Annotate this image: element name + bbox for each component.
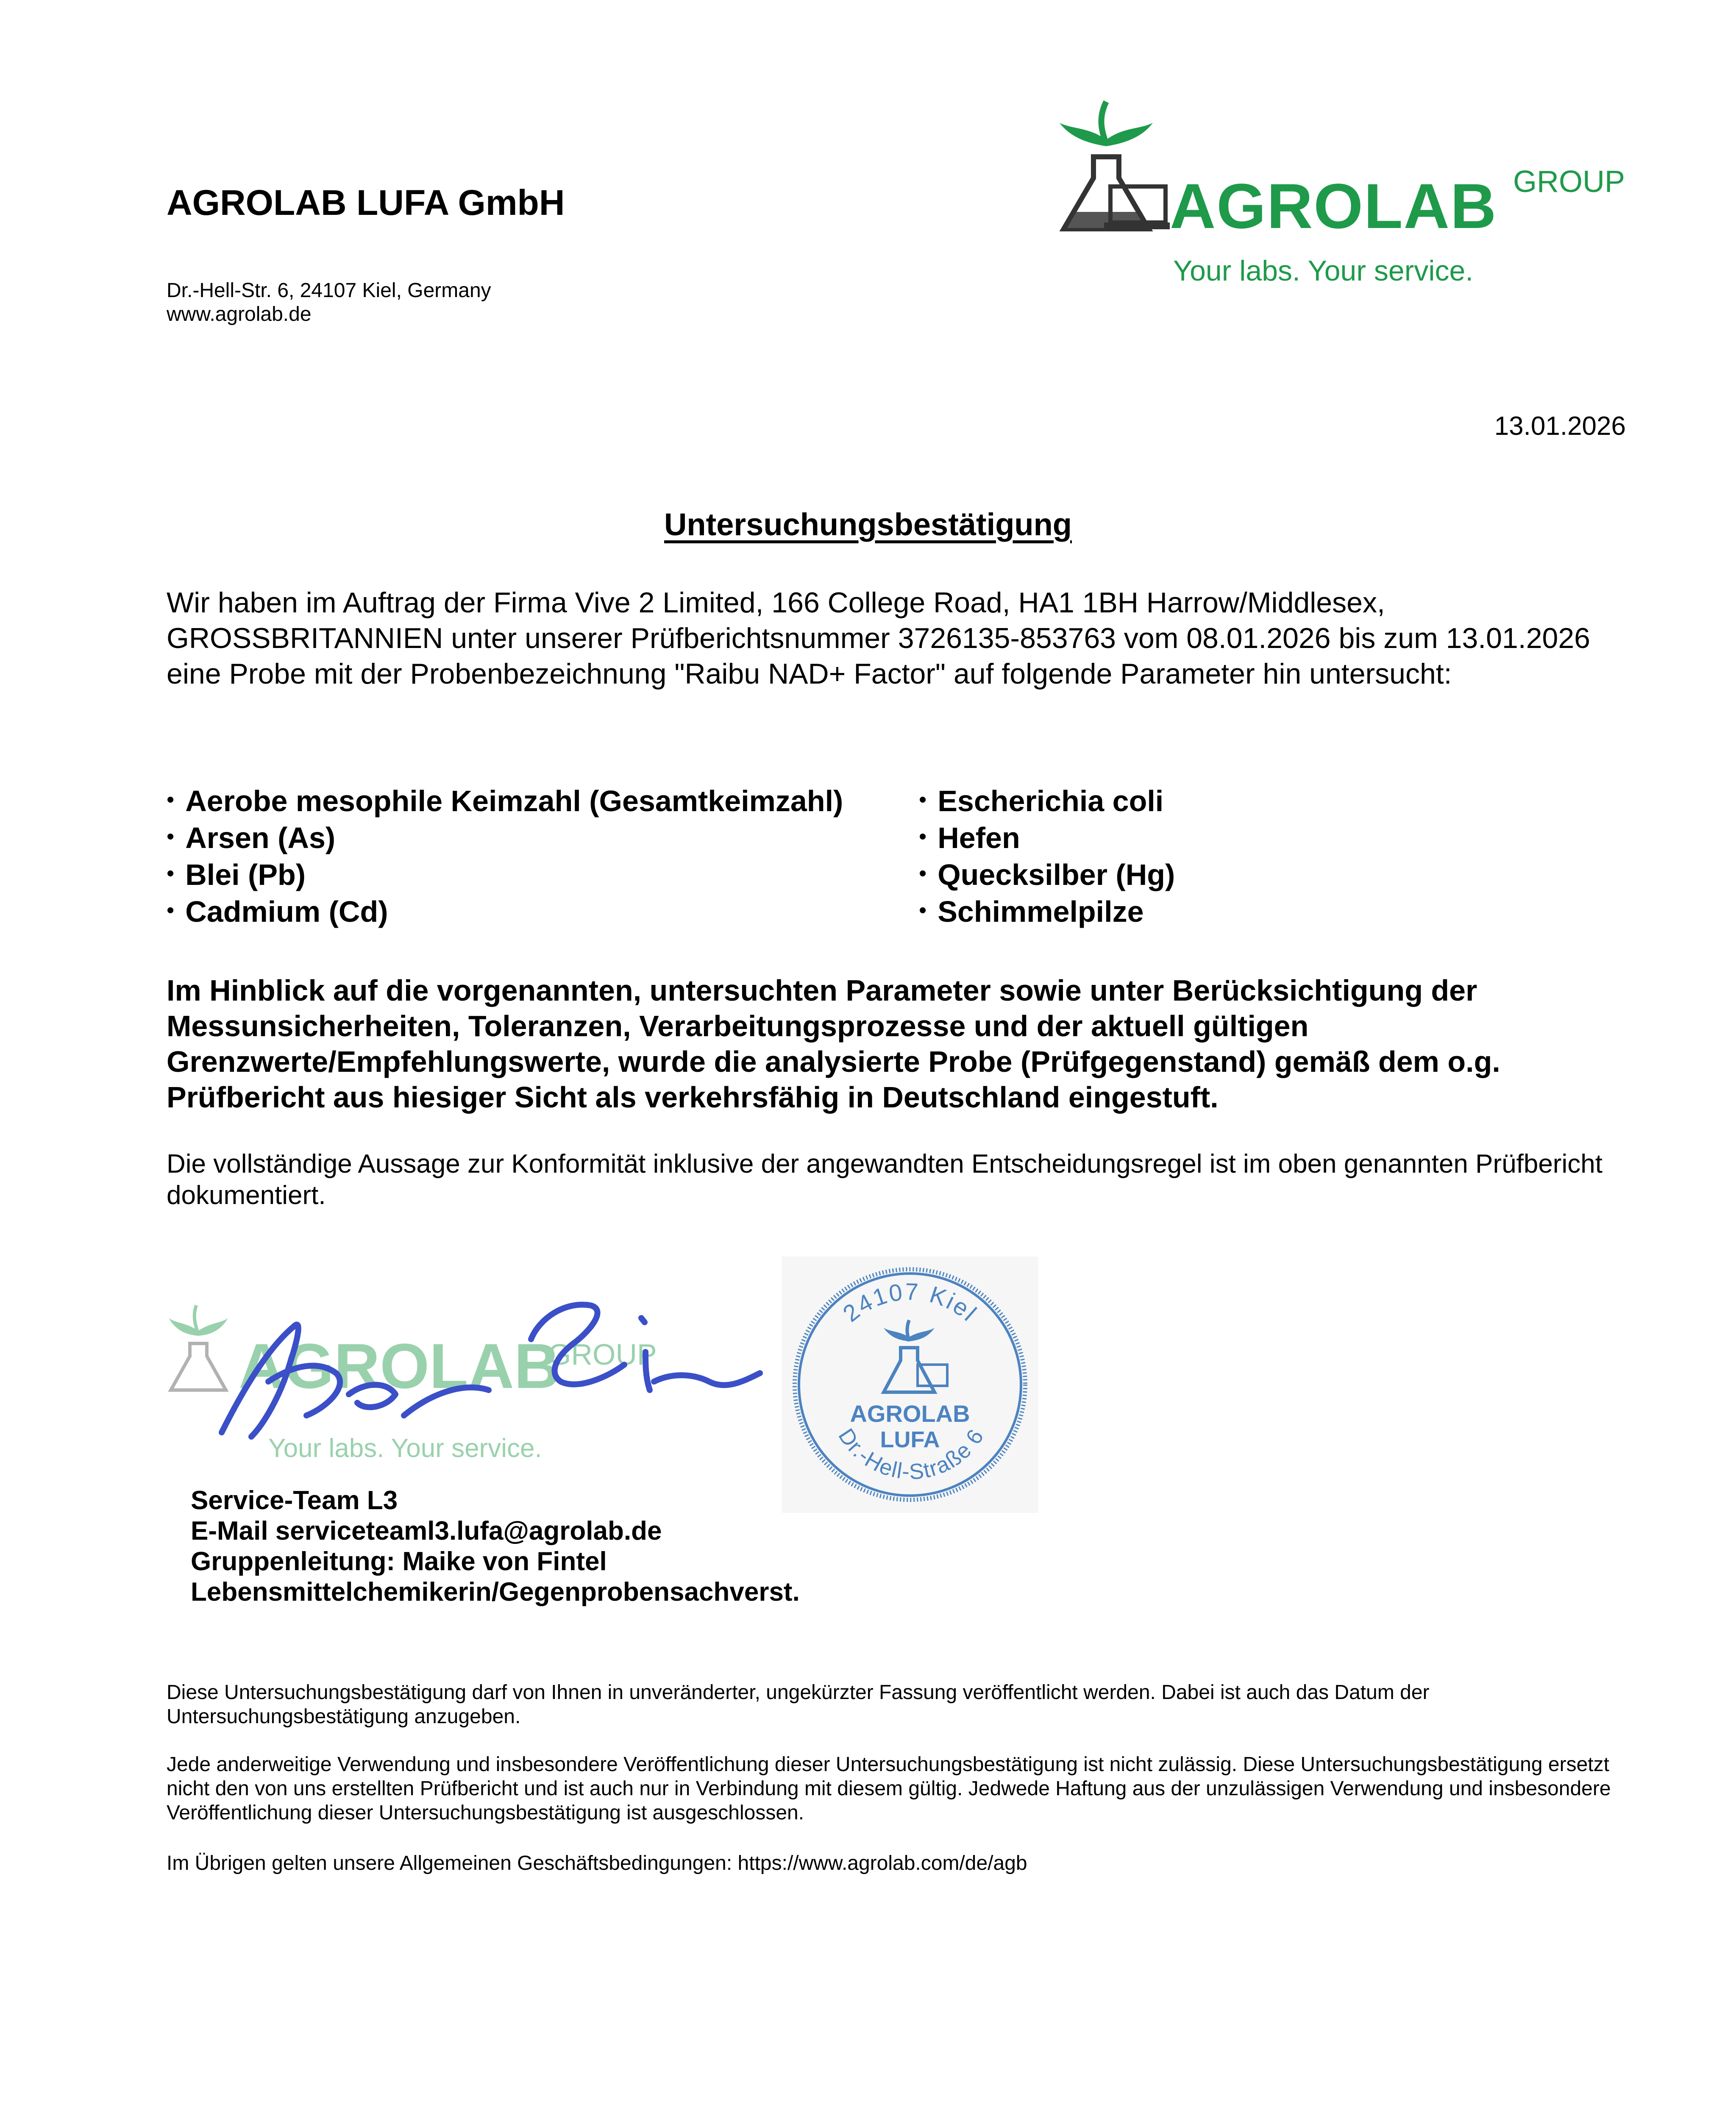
list-item: • Blei (Pb) (167, 858, 306, 891)
stamp-text-agrolab: AGROLAB (850, 1400, 970, 1427)
lab-flask-icon (1047, 93, 1170, 246)
stamp-bottom-text: Dr.-Hell-Straße 6 (833, 1424, 989, 1485)
parameter-column-1 (167, 782, 929, 929)
list-item: • Hefen (919, 821, 1020, 854)
bullet-icon: • (919, 861, 927, 886)
bullet-icon: • (167, 861, 175, 886)
list-item: • Arsen (As) (167, 821, 336, 854)
bullet-icon: • (167, 898, 175, 923)
watermark-wordmark: AGROLAB (239, 1330, 560, 1402)
signature-block (167, 1254, 794, 1475)
disclaimer-usage: Jede anderweitige Verwendung und insbesondere Veröffentlichung dieser Untersuchungsbestätigung ist nicht zulässig. Diese Untersuchungsbestätigung ersetzt nicht den von uns erstellten Prüfbericht und ist auch nur in Verbindung mit diesem gültig. Jedwede Haftung aus der unzulässigen Verwendung und insbesondere Veröffentlichung dieser Untersuchungsbestätigung ist ausgeschlossen. (167, 1753, 1611, 1824)
address-website: www.agrolab.de (167, 303, 312, 325)
bullet-icon: • (919, 824, 927, 849)
list-item: • Escherichia coli (919, 784, 1164, 818)
disclaimer-publication: Diese Untersuchungsbestätigung darf von Ihnen in unveränderter, ungekürzter Fassung veröffentlicht werden. Dabei ist auch das Datum der Untersuchungsbestätigung anzugeben. (167, 1681, 1430, 1728)
group-lead: Gruppenleitung: Maike von Fintel (191, 1547, 607, 1576)
disclaimer-terms: Im Übrigen gelten unsere Allgemeinen Geschäftsbedingungen: https://www.agrolab.com/de/agb (167, 1852, 1027, 1874)
list-item: • Cadmium (Cd) (167, 895, 388, 928)
logo-slogan: Your labs. Your service. (1173, 255, 1474, 287)
stamp-top-text: 24107 Kiel (837, 1278, 983, 1327)
document-title: Untersuchungsbestätigung (664, 507, 1072, 542)
watermark-group: GROUP (548, 1338, 657, 1371)
stamp-flask-icon (884, 1320, 947, 1392)
document-date: 13.01.2026 (1494, 412, 1626, 441)
stamp-text-lufa: LUFA (880, 1427, 940, 1452)
service-contact (191, 1485, 800, 1607)
intro-paragraph: Wir haben im Auftrag der Firma Vive 2 Limited, 166 College Road, HA1 1BH Harrow/Middlesex, GROSSBRITANNIEN unter unserer Prüfberichtsnummer 3726135-853763 vom 08.01.2026 bis zum 13.01.2026 eine Probe mit der Probenbezeichnung "Raibu NAD+ Factor" auf folgende Parameter hin untersucht: (167, 587, 1590, 690)
signature-watermark (167, 1254, 794, 1475)
logo-wordmark: AGROLAB (1170, 170, 1497, 242)
company-address (167, 279, 491, 326)
conformity-paragraph: Die vollständige Aussage zur Konformität inklusive der angewandten Entscheidungsregel ist im oben genannten Prüfbericht dokumentiert. (167, 1149, 1602, 1210)
stamp-seal (782, 1257, 1038, 1513)
conclusion-paragraph: Im Hinblick auf die vorgenannten, untersuchten Parameter sowie unter Berücksichtigung der Messunsicherheiten, Toleranzen, Verarbeitungsprozesse und der aktuell gültigen Grenzwerte/Empfehlungswerte, wurde die analysierte Probe (Prüfgegenstand) gemäß dem o.g. Prüfbericht aus hiesiger Sicht als verkehrsfähig in Deutschland eingestuft. (167, 974, 1500, 1114)
list-item: • Schimmelpilze (919, 895, 1144, 928)
bullet-icon: • (167, 787, 175, 812)
address-street: Dr.-Hell-Str. 6, 24107 Kiel, Germany (167, 279, 491, 302)
service-team: Service-Team L3 (191, 1486, 398, 1515)
parameter-column-2 (919, 782, 1682, 929)
list-item: • Aerobe mesophile Keimzahl (Gesamtkeimzahl) (167, 784, 843, 818)
official-stamp (782, 1257, 1038, 1513)
agrolab-logo (1047, 93, 1661, 297)
bullet-icon: • (919, 787, 927, 812)
logo-group: GROUP (1513, 165, 1625, 199)
service-email: E-Mail serviceteaml3.lufa@agrolab.de (191, 1516, 662, 1546)
list-item: • Quecksilber (Hg) (919, 858, 1175, 891)
watermark-slogan: Your labs. Your service. (268, 1434, 542, 1463)
job-title: Lebensmittelchemikerin/Gegenprobensachverst. (191, 1577, 800, 1607)
company-name: AGROLAB LUFA GmbH (167, 183, 565, 222)
bullet-icon: • (919, 898, 927, 923)
bullet-icon: • (167, 824, 175, 849)
